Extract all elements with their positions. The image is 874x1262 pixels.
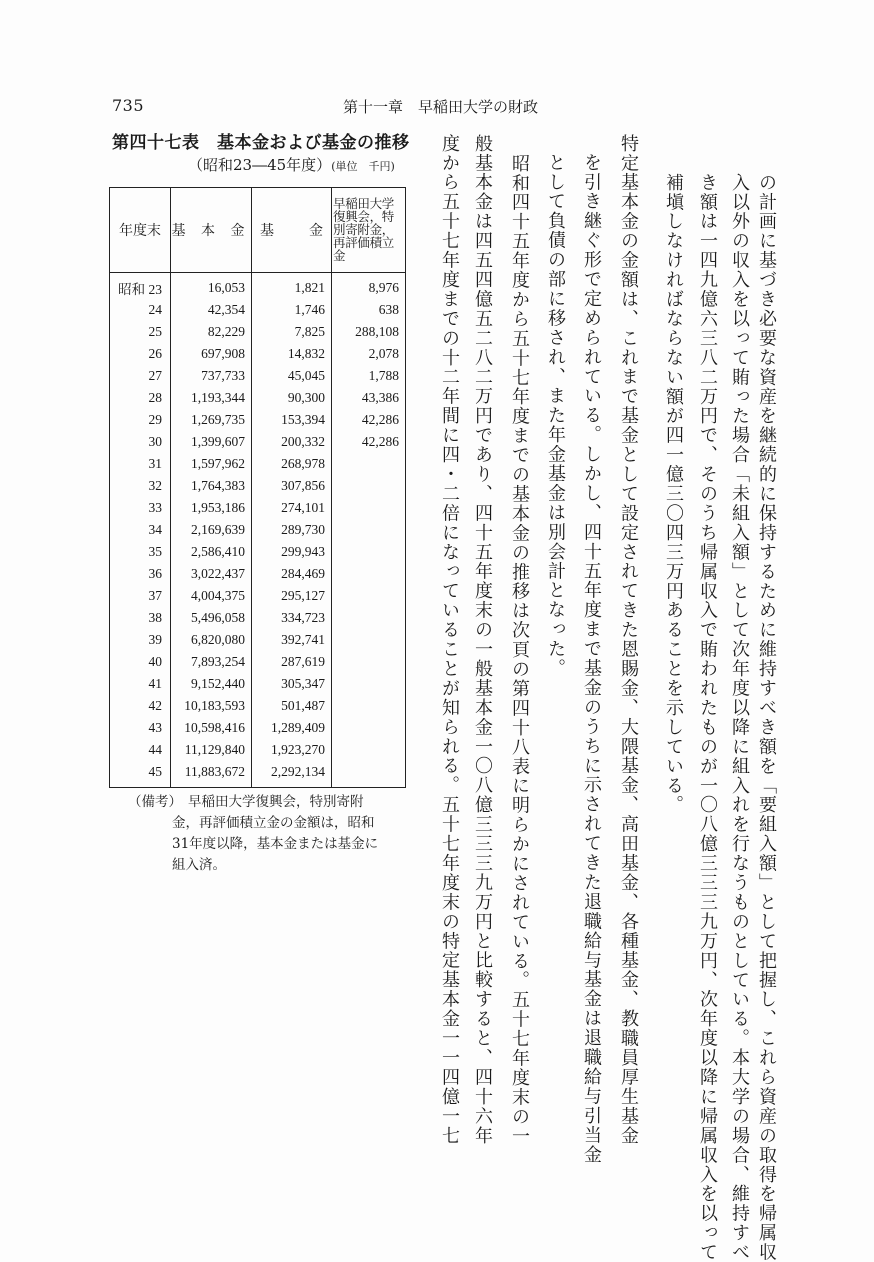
table-row [110, 365, 406, 387]
header-kihonkin: 基 本 金 [171, 188, 252, 273]
kihonkin-cell: 1,764,383 [171, 475, 252, 497]
table-row [110, 651, 406, 673]
kikin-cell: 289,730 [252, 519, 332, 541]
other-funds-cell [332, 695, 406, 717]
year-cell: 31 [110, 453, 171, 475]
text-column: 補塡しなければならない額が四一億三〇四三万円あることを示している。 [663, 173, 684, 815]
kikin-cell: 1,923,270 [252, 739, 332, 761]
other-funds-cell [332, 453, 406, 475]
kihonkin-cell: 7,893,254 [171, 651, 252, 673]
year-cell: 25 [110, 321, 171, 343]
other-funds-cell: 638 [332, 299, 406, 321]
kikin-cell: 295,127 [252, 585, 332, 607]
other-funds-cell: 43,386 [332, 387, 406, 409]
year-cell: 24 [110, 299, 171, 321]
year-cell: 昭和 23 [110, 273, 171, 300]
kikin-cell: 334,723 [252, 607, 332, 629]
kihonkin-cell: 6,820,080 [171, 629, 252, 651]
year-cell: 29 [110, 409, 171, 431]
kihonkin-cell: 1,399,607 [171, 431, 252, 453]
header-other-funds: 早稲田大学 復興会，特 別寄附金， 再評価積立 金 [332, 188, 406, 273]
other-funds-cell [332, 673, 406, 695]
year-cell: 34 [110, 519, 171, 541]
other-funds-cell: 8,976 [332, 273, 406, 300]
other-funds-cell [332, 717, 406, 739]
other-funds-cell [332, 475, 406, 497]
year-cell: 40 [110, 651, 171, 673]
remarks-label: （備考） [128, 794, 182, 810]
kihonkin-cell: 9,152,440 [171, 673, 252, 695]
remarks-text: 早稲田大学復興会，特別寄附金，再評価積立金の金額は，昭和31年度以降，基本金または基金に組入済。 [172, 794, 379, 873]
running-head: 第十一章 早稲田大学の財政 [343, 98, 539, 116]
table-remarks [128, 792, 388, 876]
kihonkin-cell: 42,354 [171, 299, 252, 321]
other-funds-cell [332, 541, 406, 563]
kikin-cell: 1,289,409 [252, 717, 332, 739]
table-row [110, 431, 406, 453]
kihonkin-cell: 16,053 [171, 273, 252, 300]
kihonkin-cell: 11,883,672 [171, 761, 252, 788]
kikin-cell: 1,746 [252, 299, 332, 321]
kikin-cell: 7,825 [252, 321, 332, 343]
year-cell: 42 [110, 695, 171, 717]
kikin-cell: 305,347 [252, 673, 332, 695]
kihonkin-cell: 1,953,186 [171, 497, 252, 519]
year-cell: 45 [110, 761, 171, 788]
year-cell: 32 [110, 475, 171, 497]
table-row [110, 541, 406, 563]
kihonkin-cell: 1,597,962 [171, 453, 252, 475]
table-row [110, 585, 406, 607]
other-funds-cell [332, 739, 406, 761]
other-funds-cell [332, 761, 406, 788]
text-column: の計画に基づき必要な資産を継続的に保持するために維持すべき額を「要組入額」として把握し、これら資産の取得を帰属収 [756, 173, 777, 1262]
table-row [110, 409, 406, 431]
table-row [110, 343, 406, 365]
table-subtitle [188, 154, 395, 175]
kikin-cell: 153,394 [252, 409, 332, 431]
text-column: 特定基本金の金額は、これまで基金として設定されてきた恩賜金、大隈基金、高田基金、各種基金、教職員厚生基金 [618, 134, 639, 1146]
other-funds-cell: 42,286 [332, 409, 406, 431]
year-cell: 37 [110, 585, 171, 607]
table-row [110, 273, 406, 300]
year-cell: 27 [110, 365, 171, 387]
year-cell: 43 [110, 717, 171, 739]
kihonkin-cell: 737,733 [171, 365, 252, 387]
table-title: 第四十七表 基本金および基金の推移 [112, 133, 410, 153]
other-funds-cell: 2,078 [332, 343, 406, 365]
table-row [110, 695, 406, 717]
kikin-cell: 200,332 [252, 431, 332, 453]
kihonkin-cell: 10,598,416 [171, 717, 252, 739]
table-row [110, 739, 406, 761]
other-funds-cell [332, 585, 406, 607]
other-funds-cell: 42,286 [332, 431, 406, 453]
year-cell: 33 [110, 497, 171, 519]
year-cell: 36 [110, 563, 171, 585]
year-cell: 39 [110, 629, 171, 651]
kikin-cell: 307,856 [252, 475, 332, 497]
kihonkin-cell: 10,183,593 [171, 695, 252, 717]
other-funds-cell [332, 629, 406, 651]
kihonkin-cell: 2,586,410 [171, 541, 252, 563]
other-funds-cell [332, 519, 406, 541]
other-funds-cell: 288,108 [332, 321, 406, 343]
table-row [110, 453, 406, 475]
text-column: 昭和四十五年度から五十七年度までの基本金の推移は次頁の第四十八表に明らかにされている。五十七年度末の一 [509, 154, 530, 1146]
data-table [109, 187, 406, 788]
text-column: 般基本金は四五四億五二八二万円であり、四十五年度末の一般基本金一〇八億三三三九万円と比較すると、四十六年 [472, 134, 493, 1146]
kikin-cell: 90,300 [252, 387, 332, 409]
text-column: 度から五十七年度までの十二年間に四・二倍になっていることが知られる。五十七年度末の特定基本金一一四億一七 [439, 134, 460, 1146]
kikin-cell: 274,101 [252, 497, 332, 519]
kikin-cell: 284,469 [252, 563, 332, 585]
text-column: として負債の部に移され、また年金基金は別会計となった。 [545, 153, 566, 679]
table-row [110, 629, 406, 651]
kikin-cell: 268,978 [252, 453, 332, 475]
kihonkin-cell: 3,022,437 [171, 563, 252, 585]
year-cell: 44 [110, 739, 171, 761]
kihonkin-cell: 5,496,058 [171, 607, 252, 629]
table-unit: (単位 千円) [331, 160, 395, 173]
table-row [110, 387, 406, 409]
kikin-cell: 14,832 [252, 343, 332, 365]
text-column: を引き継ぐ形で定められている。しかし、四十五年度まで基金のうちに示されてきた退職給与基金は退職給与引当金 [581, 153, 602, 1165]
kikin-cell: 45,045 [252, 365, 332, 387]
table-row [110, 563, 406, 585]
table-header-row [110, 188, 406, 273]
table-row [110, 321, 406, 343]
kihonkin-cell: 82,229 [171, 321, 252, 343]
other-funds-cell [332, 563, 406, 585]
table-row [110, 519, 406, 541]
kihonkin-cell: 1,269,735 [171, 409, 252, 431]
table-row [110, 475, 406, 497]
year-cell: 30 [110, 431, 171, 453]
year-cell: 41 [110, 673, 171, 695]
kikin-cell: 501,487 [252, 695, 332, 717]
kikin-cell: 287,619 [252, 651, 332, 673]
kikin-cell: 2,292,134 [252, 761, 332, 788]
other-funds-cell [332, 607, 406, 629]
year-cell: 28 [110, 387, 171, 409]
other-funds-cell [332, 497, 406, 519]
kihonkin-cell: 11,129,840 [171, 739, 252, 761]
year-cell: 26 [110, 343, 171, 365]
header-year: 年度末 [110, 188, 171, 273]
table-row [110, 761, 406, 788]
kikin-cell: 1,821 [252, 273, 332, 300]
table-period: （昭和23―45年度） [188, 156, 332, 174]
kihonkin-cell: 4,004,375 [171, 585, 252, 607]
table-row [110, 497, 406, 519]
table-row [110, 299, 406, 321]
table-row [110, 717, 406, 739]
page-number: 735 [112, 96, 145, 115]
header-kikin: 基 金 [252, 188, 332, 273]
table-row [110, 673, 406, 695]
other-funds-cell: 1,788 [332, 365, 406, 387]
kikin-cell: 392,741 [252, 629, 332, 651]
year-cell: 35 [110, 541, 171, 563]
other-funds-cell [332, 651, 406, 673]
kihonkin-cell: 697,908 [171, 343, 252, 365]
kihonkin-cell: 1,193,344 [171, 387, 252, 409]
table-row [110, 607, 406, 629]
text-column: 入以外の収入を以って賄った場合「未組入額」として次年度以降に組入れを行なうものとしている。本大学の場合、維持すべ [729, 173, 750, 1262]
kihonkin-cell: 2,169,639 [171, 519, 252, 541]
text-column: き額は一四九億六三八二万円で、そのうち帰属収入で賄われたものが一〇八億三三三九万円、次年度以降に帰属収入を以って [697, 173, 718, 1262]
year-cell: 38 [110, 607, 171, 629]
kikin-cell: 299,943 [252, 541, 332, 563]
